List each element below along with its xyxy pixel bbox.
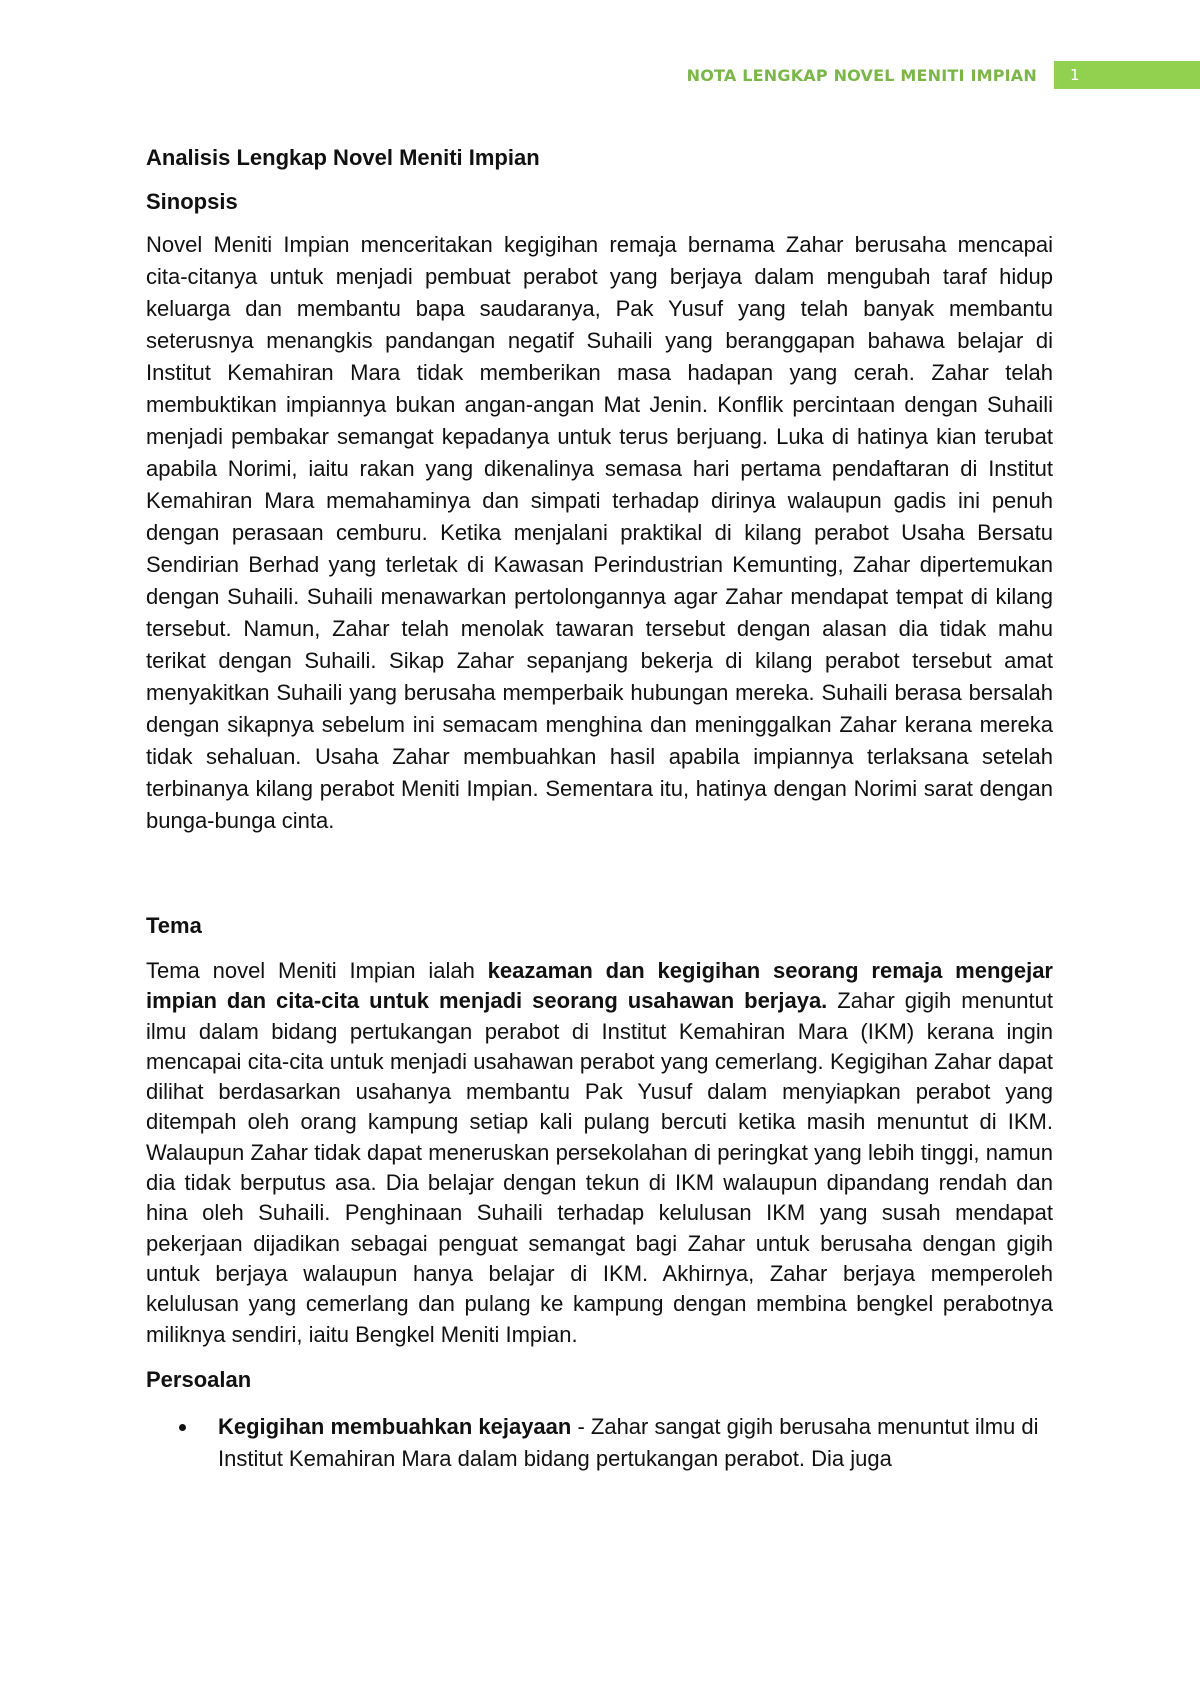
sinopsis-paragraph: Novel Meniti Impian menceritakan kegigihan remaja bernama Zahar berusaha mencapai cita-citanya untuk menjadi pembuat perabot yang berjaya dalam mengubah taraf hidup keluarga dan membantu bapa saudaranya, Pak Yusuf yang telah banyak membantu seterusnya menangkis pandangan negatif Suhaili yang beranggapan bahawa belajar di Institut Kemahiran Mara tidak memberikan masa hadapan yang cerah. Zahar telah membuktikan impiannya bukan angan-angan Mat Jenin. Konflik percintaan dengan Suhaili menjadi pembakar semangat kepadanya untuk terus berjuang. Luka di hatinya kian terubat apabila Norimi, iaitu rakan yang dikenalinya semasa hari pertama pendaftaran di Institut Kemahiran Mara memahaminya dan simpati terhadap dirinya walaupun gadis ini penuh dengan perasaan cemburu. Ketika menjalani praktikal di kilang perabot Usaha Bersatu Sendirian Berhad yang terletak di Kawasan Perindustrian Kemunting, Zahar dipertemukan dengan Suhaili. Suhaili menawarkan pertolongannya agar Zahar mendapat tempat di kilang tersebut. Namun, Zahar telah menolak tawaran tersebut dengan alasan dia tidak mahu terikat dengan Suhaili. Sikap Zahar sepanjang bekerja di kilang perabot tersebut amat menyakitkan Suhaili yang berusaha memperbaik hubungan mereka. Suhaili berasa bersalah dengan sikapnya sebelum ini semacam menghina dan meninggalkan Zahar kerana mereka tidak sehaluan. Usaha Zahar membuahkan hasil apabila impiannya terlaksana setelah terbinanya kilang perabot Meniti Impian. Sementara itu, hatinya dengan Norimi sarat dengan bunga-bunga cinta. [146, 232, 1053, 833]
persoalan-item-title: Kegigihan membuahkan kejayaan [218, 1413, 572, 1439]
sinopsis-section [146, 187, 1053, 837]
tema-emphasis-text: keazaman dan kegigihan seorang remaja mengejar impian dan cita-cita untuk menjadi seorang usahawan berjaya. [146, 958, 1053, 1014]
persoalan-list [146, 1411, 1053, 1475]
persoalan-item-text: - Zahar sangat gigih berusaha menuntut ilmu di Institut Kemahiran Mara dalam bidang pertukangan perabot. Dia juga [218, 1413, 1039, 1471]
persoalan-list-item [146, 1411, 1053, 1475]
document-title: Analisis Lengkap Novel Meniti Impian [146, 145, 540, 170]
tema-heading: Tema [146, 913, 202, 938]
persoalan-section [146, 1365, 1053, 1475]
bullet-icon [179, 1424, 186, 1431]
page-number: 1 [1070, 66, 1080, 84]
persoalan-heading: Persoalan [146, 1366, 252, 1392]
running-header-title: NOTA LENGKAP NOVEL MENITI IMPIAN [686, 65, 1037, 85]
document-body [146, 143, 1053, 1475]
tema-paragraph [146, 956, 1053, 1350]
sinopsis-heading: Sinopsis [146, 189, 238, 214]
running-header [687, 61, 1200, 89]
page-number-box [1054, 61, 1200, 89]
tema-body-text: Zahar gigih menuntut ilmu dalam bidang pertukangan perabot di Institut Kemahiran Mara (IKM) kerana ingin mencapai cita-cita untuk menjadi usahawan perabot yang cemerlang. Kegigihan Zahar dapat dilihat berdasarkan usahanya membantu Pak Yusuf dalam menyiapkan perabot yang ditempah oleh orang kampung setiap kali pulang bercuti ketika masih menuntut di IKM. Walaupun Zahar tidak dapat meneruskan persekolahan di peringkat yang lebih tinggi, namun dia tidak berputus asa. Dia belajar dengan tekun di IKM walaupun dipandang rendah dan hina oleh Suhaili. Penghinaan Suhaili terhadap kelulusan IKM yang susah mendapat pekerjaan dijadikan sebagai penguat semangat bagi Zahar untuk berusaha dengan gigih untuk berjaya walaupun hanya belajar di IKM. Akhirnya, Zahar berjaya memperoleh kelulusan yang cemerlang dan pulang ke kampung dengan membina bengkel perabotnya miliknya sendiri, iaitu Bengkel Meniti Impian. [146, 988, 1053, 1347]
tema-section [146, 911, 1053, 1350]
tema-intro-text: Tema novel Meniti Impian ialah [146, 958, 488, 983]
